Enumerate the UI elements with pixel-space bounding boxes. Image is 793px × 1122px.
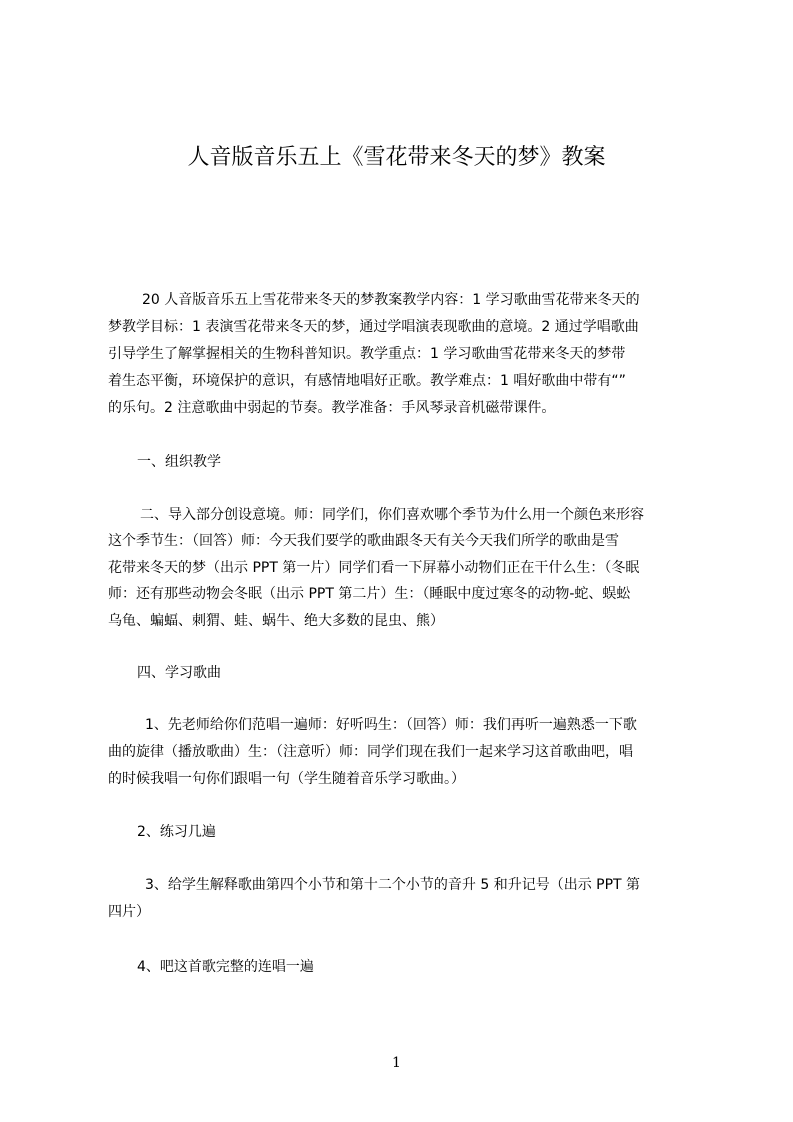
section2-line: 这个季节生：（回答）师：今天我们要学的歌曲跟冬天有关今天我们所学的歌曲是雪	[108, 533, 619, 549]
section-heading: 一、组织教学	[137, 454, 221, 470]
step3-line: 3、给学生解释歌曲第四个小节和第十二个小节的音升 5 和升记号（出示 PPT 第	[145, 877, 641, 893]
page-number: 1	[392, 1055, 401, 1071]
step2-line: 2、练习几遍	[137, 824, 216, 840]
intro-line: 20 人音版音乐五上雪花带来冬天的梦教案教学内容：1 学习歌曲雪花带来冬天的	[142, 292, 640, 308]
section2-line: 二、导入部分创设意境。师：同学们，你们喜欢哪个季节为什么用一个颜色来形容	[140, 507, 644, 523]
document-title: 人音版音乐五上《雪花带来冬天的梦》教案	[187, 145, 606, 170]
step1-line: 的时候我唱一句你们跟唱一句（学生随着音乐学习歌曲。）	[108, 771, 465, 787]
section2-line: 花带来冬天的梦（出示 PPT 第一片）同学们看一下屏幕小动物们正在干什么生：（冬眠	[108, 560, 640, 576]
intro-line: 梦教学目标：1 表演雪花带来冬天的梦，通过学唱演表现歌曲的意境。2 通过学唱歌曲	[108, 319, 639, 335]
intro-line: 着生态平衡，环境保护的意识，有感情地唱好正歌。教学难点：1 唱好歌曲中带有“”	[108, 373, 626, 389]
intro-line: 引导学生了解掌握相关的生物科普知识。教学重点：1 学习歌曲雪花带来冬天的梦带	[108, 346, 626, 362]
section2-line: 师：还有那些动物会冬眠（出示 PPT 第二片）生：（睡眠中度过寒冬的动物-蛇、蜈蚣	[108, 586, 631, 602]
intro-line: 的乐句。2 注意歌曲中弱起的节奏。教学准备：手风琴录音机磁带课件。	[108, 400, 556, 416]
step1-line: 曲的旋律（播放歌曲）生：（注意听）师：同学们现在我们一起来学习这首歌曲吧，唱	[108, 744, 633, 760]
step3-line: 四片）	[108, 904, 150, 920]
step1-line: 1、先老师给你们范唱一遍师：好听吗生：（回答）师：我们再听一遍熟悉一下歌	[145, 717, 637, 733]
step4-line: 4、吧这首歌完整的连唱一遍	[137, 959, 314, 975]
section-heading: 四、学习歌曲	[137, 665, 221, 681]
section2-line: 乌龟、蝙蝠、刺猬、蛙、蜗牛、绝大多数的昆虫、熊）	[108, 613, 444, 629]
